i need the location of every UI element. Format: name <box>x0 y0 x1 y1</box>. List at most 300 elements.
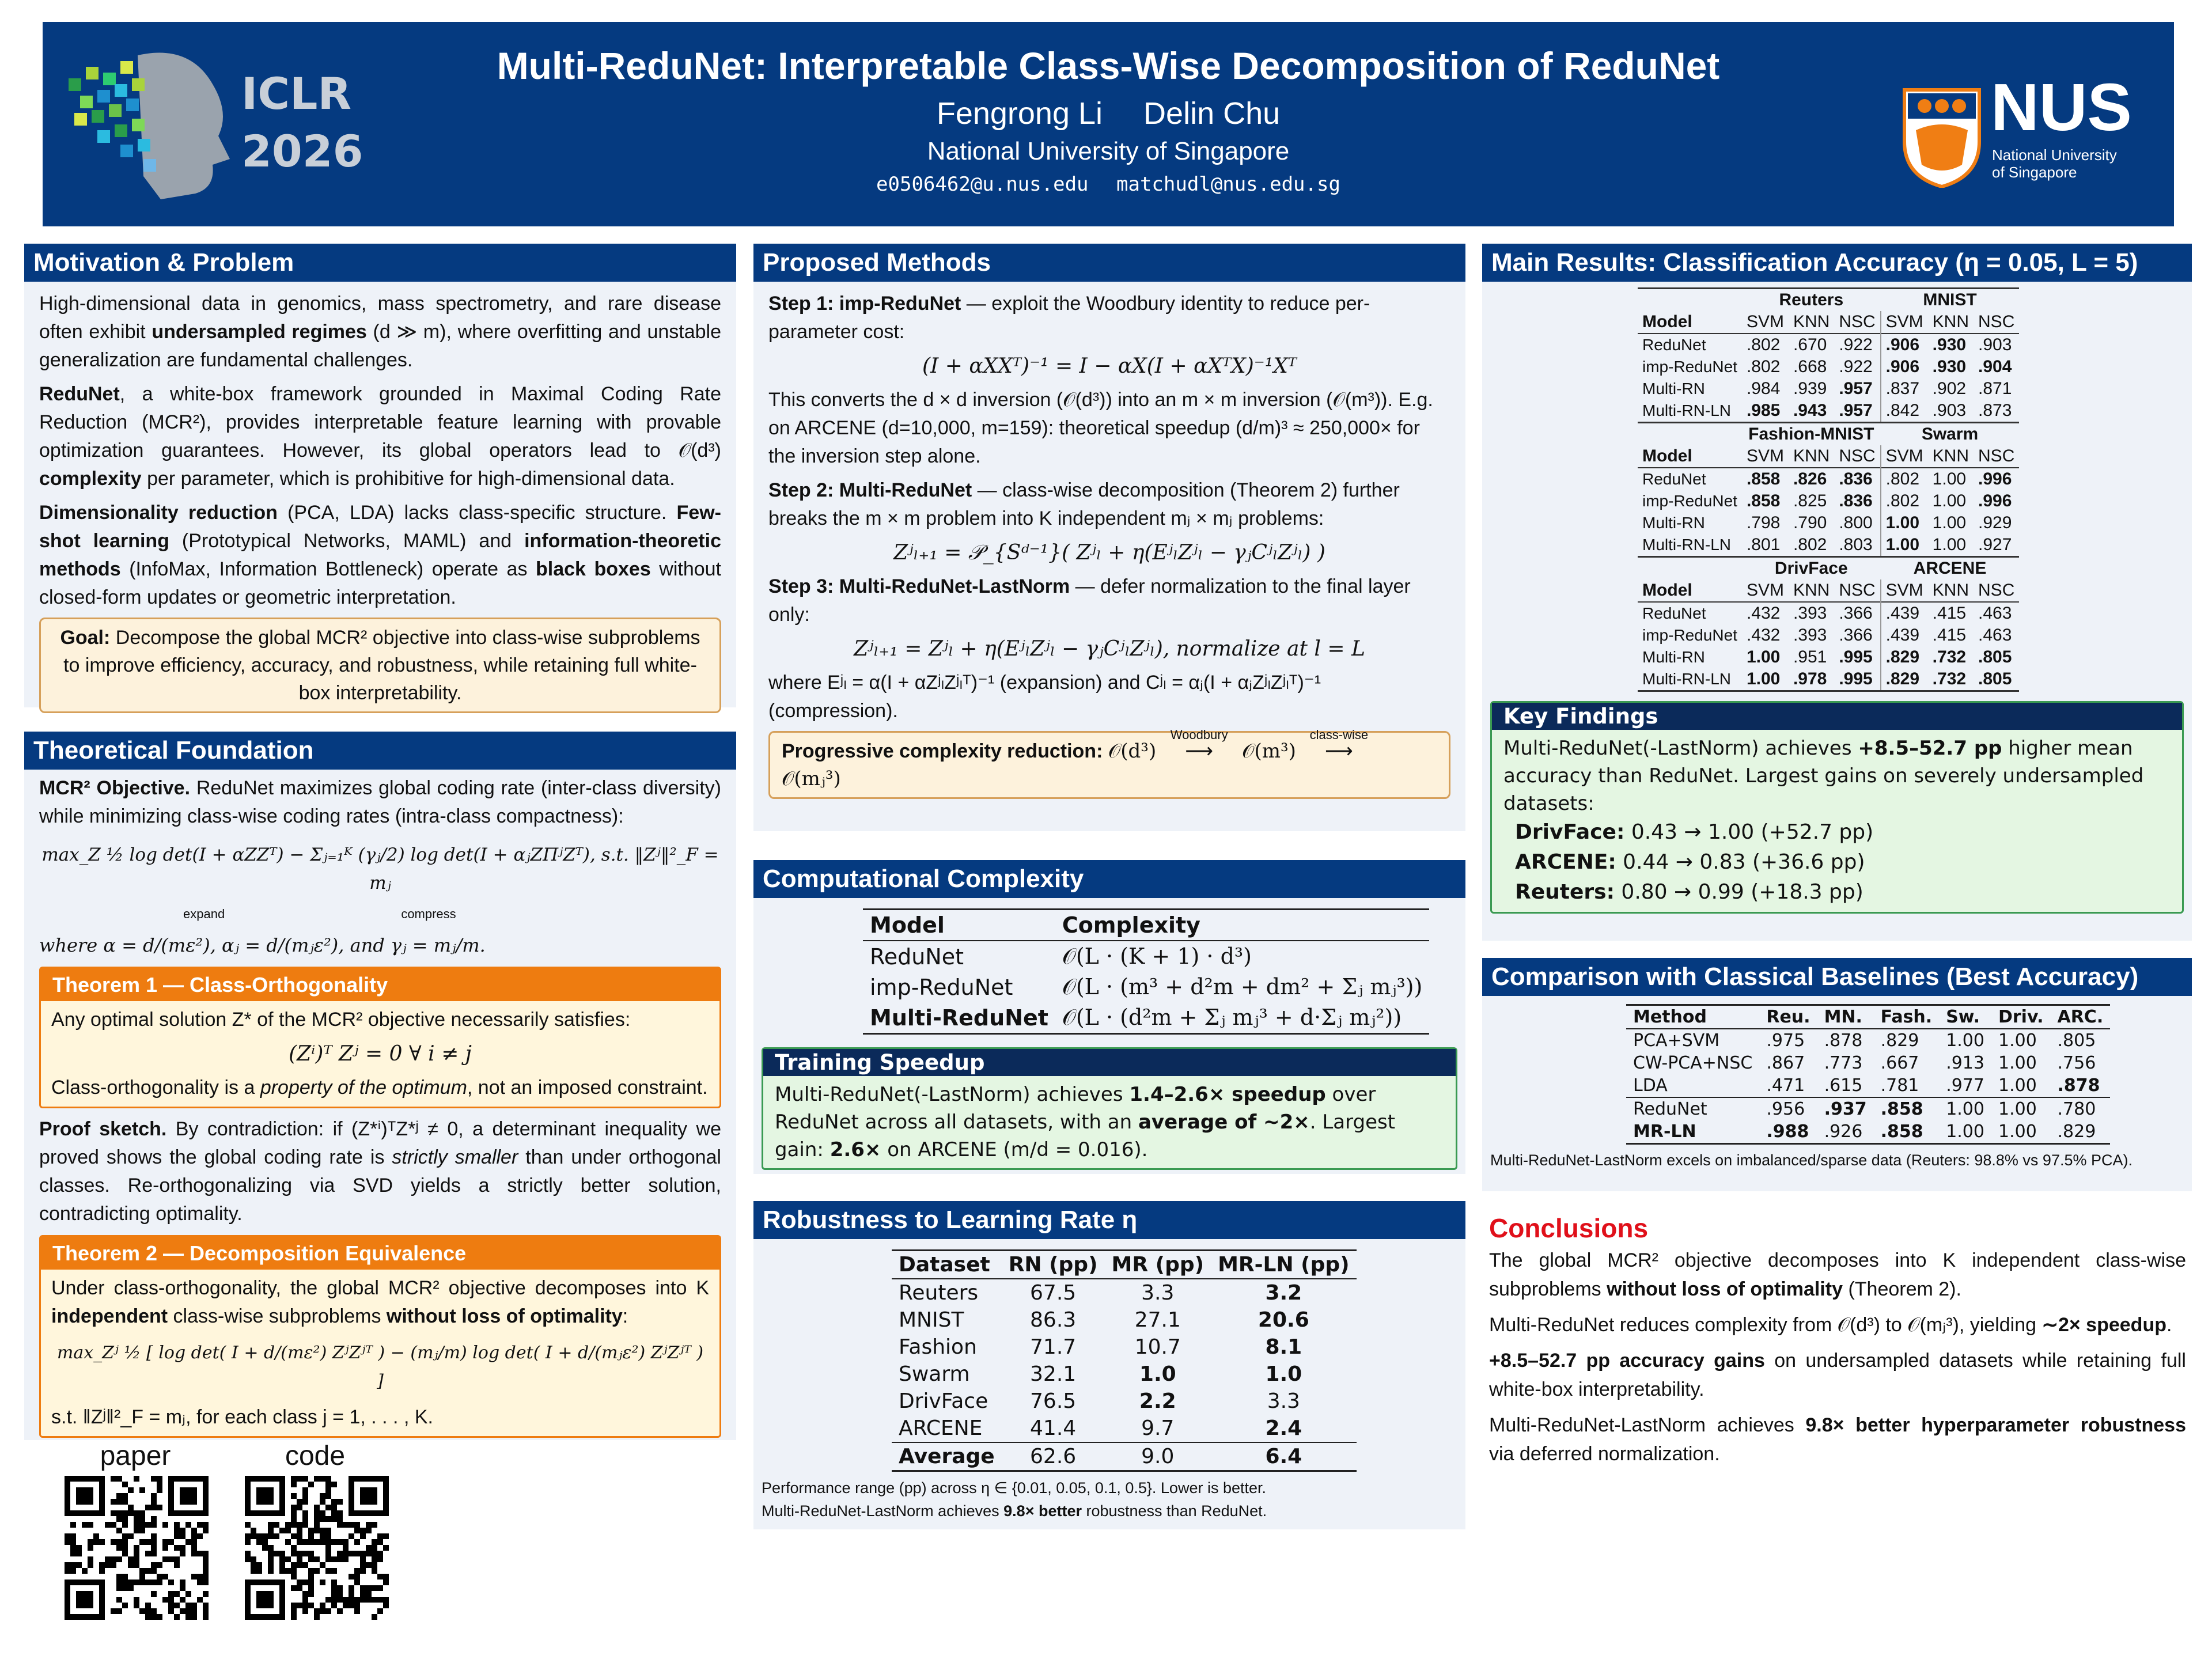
step-1-after: This converts the d × d inversion (𝒪(d³)) into an m × m inversion (𝒪(m³)). E.g. on ARCENE (d=10,000, m=159): theoretical speedup (d/m)³ ≈ 250,000× for the inversion step alone. <box>768 389 1433 467</box>
baseline-value: .773 <box>1824 1053 1863 1073</box>
accuracy-value: .951 <box>1793 647 1827 666</box>
objective-text: MCR² Objective. ReduNet maximizes global coding rate (inter-class diversity) while minimizing class-wise coding rates (intra-class compactness): <box>39 777 722 827</box>
baseline-header: ARC. <box>2057 1007 2104 1027</box>
lastnorm-update: Zʲₗ₊₁ = Zʲₗ + η(EʲₗZʲₗ − γⱼCʲₗZʲₗ), normalize at l = L <box>854 637 1365 661</box>
classifier-header: SVM <box>1881 445 1928 468</box>
accuracy-value: .463 <box>1978 626 2012 645</box>
authors <box>43 96 2174 131</box>
range-value: 2.2 <box>1139 1389 1176 1413</box>
robust-header-dataset: Dataset <box>899 1253 990 1277</box>
methods-body <box>753 282 1465 807</box>
column-header-row <box>1638 579 2019 602</box>
accuracy-value: .393 <box>1793 626 1827 645</box>
model-name: imp-ReduNet <box>1642 358 1737 376</box>
step-3-text: Step 3: Multi-ReduNet-LastNorm — defer normalization to the final layer only: <box>768 575 1411 626</box>
header-row <box>1626 1005 2110 1029</box>
paper-qr-code[interactable] <box>65 1476 209 1620</box>
accuracy-value: .978 <box>1793 669 1827 688</box>
key-findings-title: Key Findings <box>1492 703 2182 730</box>
theorem-1-text: Any optimal solution Z* of the MCR² objective necessarily satisfies: <box>51 1009 631 1031</box>
accuracy-value: .798 <box>1746 513 1781 532</box>
classifier-header: KNN <box>1932 581 1969 600</box>
table-row <box>892 1388 1357 1415</box>
accuracy-value: .842 <box>1881 400 1928 423</box>
finding-item: ARCENE: 0.44 → 0.83 (+36.6 pp) <box>1515 850 1865 874</box>
range-value: 27.1 <box>1134 1308 1181 1332</box>
motivation-p1: High-dimensional data in genomics, mass spectrometry, and rare disease often exhibit undersampled regimes (d ≫ m), where overfitting and unstable generalization are fundamental challenges. <box>39 293 722 371</box>
conclusion-3: +8.5–52.7 pp accuracy gains on undersampled datasets while retaining full white-box interpretability. <box>1489 1350 2186 1400</box>
range-value: 41.4 <box>1030 1416 1077 1440</box>
range-value: 3.3 <box>1267 1389 1300 1413</box>
results-title: Main Results: Classification Accuracy (η = 0.05, L = 5) <box>1482 244 2192 282</box>
conclusion-2: Multi-ReduNet reduces complexity from 𝒪(d³) to 𝒪(mⱼ³), yielding ∼2× speedup. <box>1489 1314 2172 1336</box>
motivation-p2: ReduNet, a white-box framework grounded in Maximal Coding Rate Reduction (MCR²), provides interpretable feature learning with provable optimization guarantees. However, its global operators lead to 𝒪(d³) complexity per parameter, which is prohibitive for high-dimensional data. <box>39 383 721 490</box>
classifier-header: KNN <box>1932 446 1969 465</box>
baseline-value: .805 <box>2057 1031 2096 1051</box>
range-value: 86.3 <box>1030 1308 1077 1332</box>
accuracy-value: .432 <box>1746 604 1781 623</box>
accuracy-value: .939 <box>1793 379 1827 398</box>
group-header-row <box>1638 557 2019 580</box>
baseline-header: MN. <box>1824 1007 1862 1027</box>
accuracy-value: 1.00 <box>1881 512 1928 534</box>
baselines-note: Multi-ReduNet-LastNorm excels on imbalanced/sparse data (Reuters: 98.8% vs 97.5% PCA). <box>1490 1152 2133 1169</box>
range-value: 2.4 <box>1265 1416 1302 1440</box>
range-value: 67.5 <box>1030 1281 1077 1305</box>
model-header: Model <box>1642 312 1692 331</box>
theorem-1-box <box>39 967 721 1108</box>
accuracy-value: .984 <box>1746 379 1781 398</box>
motivation-title: Motivation & Problem <box>24 244 736 282</box>
theorem-2-title: Theorem 2 — Decomposition Equivalence <box>41 1237 719 1270</box>
robustness-note-1: Performance range (pp) across η ∈ {0.01, 0.05, 0.1, 0.5}. Lower is better. <box>762 1479 1267 1497</box>
baseline-value: .937 <box>1824 1099 1867 1119</box>
equation-underbraces: expand compress <box>183 907 456 921</box>
theorem-2-equation: max_Zʲ ½ [ log det( I + d/(mε²) ZʲZʲᵀ ) − (mⱼ/m) log det( I + d/(mⱼε²) ZʲZʲᵀ ) ] <box>56 1343 704 1391</box>
results-table <box>1638 287 2019 692</box>
average-value: 9.0 <box>1141 1445 1175 1468</box>
column-header-row <box>1638 311 2019 334</box>
complexity-header-complexity: Complexity <box>1062 912 1200 938</box>
emails <box>43 173 2174 196</box>
classifier-header: KNN <box>1932 312 1969 331</box>
baseline-value: .867 <box>1766 1053 1805 1073</box>
table-row <box>1638 468 2019 490</box>
baseline-value: 1.00 <box>1998 1053 2037 1073</box>
range-value: 76.5 <box>1030 1389 1077 1413</box>
range-value: 3.2 <box>1265 1281 1302 1305</box>
author-2: Delin Chu <box>1143 96 1281 131</box>
range-value: 1.0 <box>1139 1362 1176 1386</box>
training-speedup-title: Training Speedup <box>763 1049 1456 1076</box>
table-row <box>1638 490 2019 512</box>
complexity-panel <box>753 860 1465 1174</box>
baseline-value: .878 <box>1824 1031 1863 1051</box>
table-row <box>1638 668 2019 691</box>
baseline-value: .615 <box>1824 1075 1863 1096</box>
dataset-name: Fashion <box>899 1335 977 1359</box>
baseline-value: .977 <box>1946 1075 1984 1096</box>
theorem-2-constraint: s.t. ‖Zʲ‖²_F = mⱼ, for each class j = 1, . . . , K. <box>51 1406 433 1428</box>
complexity-header-model: Model <box>870 912 945 938</box>
table-row <box>1638 400 2019 423</box>
model-name: imp-ReduNet <box>1642 492 1737 510</box>
accuracy-value: .829 <box>1881 668 1928 691</box>
baseline-value: .878 <box>2057 1075 2100 1096</box>
range-value: 10.7 <box>1134 1335 1181 1359</box>
accuracy-value: .836 <box>1839 491 1873 510</box>
baseline-value: .780 <box>2057 1099 2096 1119</box>
average-value: 62.6 <box>1030 1445 1077 1468</box>
woodbury-equation: (I + αXXᵀ)⁻¹ = I − αX(I + αXᵀX)⁻¹Xᵀ <box>922 354 1297 378</box>
robustness-note-2: Multi-ReduNet-LastNorm achieves 9.8× better robustness than ReduNet. <box>762 1502 1267 1520</box>
classifier-header: NSC <box>1978 312 2015 331</box>
accuracy-value: .957 <box>1839 401 1873 420</box>
baseline-value: .667 <box>1880 1053 1919 1073</box>
baselines-title: Comparison with Classical Baselines (Best Accuracy) <box>1482 958 2192 996</box>
nus-crest-icon <box>1899 84 1985 188</box>
accuracy-value: .922 <box>1839 357 1873 376</box>
range-value: 32.1 <box>1030 1362 1077 1386</box>
accuracy-value: .904 <box>1978 357 2012 376</box>
theorem-1-note: Class-orthogonality is a property of the optimum, not an imposed constraint. <box>51 1077 708 1099</box>
email-2[interactable]: matchudl@nus.edu.sg <box>1116 173 1340 196</box>
baseline-value: 1.00 <box>1998 1031 2037 1051</box>
baseline-value: .829 <box>2057 1122 2096 1142</box>
baseline-value: 1.00 <box>1998 1122 2037 1142</box>
baseline-value: .829 <box>1880 1031 1919 1051</box>
accuracy-value: .439 <box>1881 602 1928 624</box>
progressive-box: Progressive complexity reduction: 𝒪(d³) Woodbury ⟶ 𝒪(m³) class-wise ⟶ 𝒪(mⱼ³) <box>768 731 1450 799</box>
step-2-text: Step 2: Multi-ReduNet — class-wise decomposition (Theorem 2) further breaks the m × m problem into K independent mⱼ × mⱼ problems: <box>768 479 1400 529</box>
accuracy-value: .943 <box>1793 401 1827 420</box>
poster-title: Multi-ReduNet: Interpretable Class-Wise Decomposition of ReduNet <box>497 44 1720 87</box>
conclusion-4: Multi-ReduNet-LastNorm achieves 9.8× better hyperparameter robustness via deferred normalization. <box>1489 1414 2187 1465</box>
table-row <box>1626 1097 2110 1120</box>
finding-item: DrivFace: 0.43 → 1.00 (+52.7 pp) <box>1515 820 1874 844</box>
training-speedup-box <box>762 1047 1457 1170</box>
accuracy-value: .366 <box>1839 626 1873 645</box>
dataset-group-label: DrivFace <box>1742 557 1881 580</box>
baseline-value: .781 <box>1880 1075 1919 1096</box>
accuracy-value: 1.00 <box>1746 669 1781 688</box>
accuracy-value: .439 <box>1881 624 1928 646</box>
classifier-header: KNN <box>1793 312 1830 331</box>
accuracy-value: .906 <box>1881 334 1928 356</box>
accuracy-value: .996 <box>1978 469 2012 488</box>
baseline-header: Method <box>1633 1007 1707 1027</box>
accuracy-value: .415 <box>1932 604 1967 623</box>
accuracy-value: .802 <box>1881 468 1928 490</box>
theorem-1-equation: (Zⁱ)ᵀ Zʲ = 0 ∀ i ≠ j <box>289 1042 472 1066</box>
nus-wordmark: NUS <box>1991 70 2132 145</box>
email-1[interactable]: e0506462@u.nus.edu <box>876 173 1089 196</box>
dataset-group-label: Fashion-MNIST <box>1742 423 1881 446</box>
complexity-table <box>863 908 1429 1035</box>
baseline-value: .471 <box>1766 1075 1805 1096</box>
column-header-row <box>1638 445 2019 468</box>
motivation-body <box>24 282 736 721</box>
classifier-header: NSC <box>1978 581 2015 600</box>
accuracy-value: .432 <box>1746 626 1781 645</box>
accuracy-value: 1.00 <box>1932 513 1967 532</box>
range-value: 20.6 <box>1257 1308 1309 1332</box>
accuracy-value: .902 <box>1932 379 1967 398</box>
accuracy-value: .801 <box>1746 535 1781 554</box>
methods-panel <box>753 244 1465 831</box>
table-row <box>1638 646 2019 668</box>
accuracy-value: .670 <box>1793 335 1827 354</box>
model-name: ReduNet <box>1642 604 1706 622</box>
accuracy-value: 1.00 <box>1746 647 1781 666</box>
conference-year: 2026 <box>241 126 363 177</box>
accuracy-value: .929 <box>1978 513 2012 532</box>
affiliation: National University of Singapore <box>927 137 1290 165</box>
table-row <box>1626 1074 2110 1097</box>
average-value: 6.4 <box>1265 1445 1302 1468</box>
dataset-name: DrivFace <box>899 1389 988 1413</box>
accuracy-value: .985 <box>1746 401 1781 420</box>
model-name: Multi-RN <box>1642 648 1705 666</box>
accuracy-value: .930 <box>1932 357 1967 376</box>
accuracy-value: .790 <box>1793 513 1827 532</box>
baseline-value: .858 <box>1880 1122 1923 1142</box>
finding-item: Reuters: 0.80 → 0.99 (+18.3 pp) <box>1515 880 1863 904</box>
group-header-row <box>1638 423 2019 446</box>
baseline-header: Sw. <box>1946 1007 1980 1027</box>
baseline-value: .756 <box>2057 1053 2096 1073</box>
accuracy-value: .803 <box>1839 535 1873 554</box>
range-value: 8.1 <box>1265 1335 1302 1359</box>
baseline-value: .956 <box>1766 1099 1805 1119</box>
model-header: Model <box>1642 581 1692 600</box>
table-row <box>892 1415 1357 1442</box>
step-3-after: where Eʲₗ = α(I + αZʲₗZʲₗᵀ)⁻¹ (expansion) and Cʲₗ = αⱼ(I + αⱼZʲₗZʲₗᵀ)⁻¹ (compression). <box>768 672 1321 722</box>
author-1: Fengrong Li <box>936 96 1103 131</box>
accuracy-value: .825 <box>1793 491 1827 510</box>
accuracy-value: .995 <box>1839 647 1873 666</box>
accuracy-value: .927 <box>1978 535 2012 554</box>
nus-fullname-line2: of Singapore <box>1992 164 2077 181</box>
robustness-table <box>892 1249 1357 1472</box>
accuracy-value: .463 <box>1978 604 2012 623</box>
table-row <box>1638 512 2019 534</box>
key-findings-body <box>1492 730 2182 912</box>
theorem-2-text: Under class-orthogonality, the global MCR² objective decomposes into K independent class-wise subproblems without loss of optimality: <box>51 1277 709 1327</box>
accuracy-value: .802 <box>1746 335 1781 354</box>
nus-fullname-line1: National University <box>1992 146 2117 164</box>
key-findings-box <box>1490 701 2184 914</box>
step-1-text: Step 1: imp-ReduNet — exploit the Woodbury identity to reduce per-parameter cost: <box>768 293 1370 343</box>
model-name: Multi-RN <box>1642 380 1705 397</box>
table-row <box>892 1306 1357 1334</box>
accuracy-value: .995 <box>1839 669 1873 688</box>
model-header: Model <box>1642 446 1692 465</box>
range-value: 3.3 <box>1141 1281 1175 1305</box>
robust-header-rn: RN (pp) <box>1008 1253 1098 1277</box>
dataset-name: Swarm <box>899 1362 970 1386</box>
accuracy-value: 1.00 <box>1932 491 1967 510</box>
accuracy-value: 1.00 <box>1881 534 1928 557</box>
key-findings-text: Multi-ReduNet(-LastNorm) achieves +8.5–52.7 pp higher mean accuracy than ReduNet. Largest gains on severely undersampled datasets: <box>1503 737 2144 815</box>
classifier-header: SVM <box>1881 311 1928 334</box>
robust-header-mrln: MR-LN (pp) <box>1218 1253 1350 1277</box>
accuracy-value: .858 <box>1746 491 1781 510</box>
theory-panel <box>24 732 736 1440</box>
accuracy-value: .922 <box>1839 335 1873 354</box>
baseline-header: Reu. <box>1766 1007 1810 1027</box>
classifier-header: NSC <box>1839 312 1876 331</box>
accuracy-value: .871 <box>1978 379 2012 398</box>
group-header-row <box>1638 289 2019 312</box>
accuracy-value: .903 <box>1978 335 2012 354</box>
model-name: ReduNet <box>1642 336 1706 354</box>
baseline-value: 1.00 <box>1946 1031 1984 1051</box>
accuracy-value: .800 <box>1839 513 1873 532</box>
classifier-header: SVM <box>1746 312 1784 331</box>
conclusions-section <box>1489 1213 2186 1475</box>
accuracy-value: .802 <box>1881 490 1928 512</box>
model-name: Multi-RN-LN <box>1642 670 1731 688</box>
conclusion-1: The global MCR² objective decomposes into K independent class-wise subproblems without loss of optimality (Theorem 2). <box>1489 1249 2186 1300</box>
table-row <box>1626 1120 2110 1144</box>
classifier-header: SVM <box>1746 581 1784 600</box>
accuracy-value: .826 <box>1793 469 1827 488</box>
conference-name: ICLR <box>241 68 352 119</box>
robust-header-mr: MR (pp) <box>1111 1253 1205 1277</box>
complexity-title: Computational Complexity <box>753 860 1465 898</box>
poster-header <box>43 22 2174 226</box>
table-row <box>1638 534 2019 557</box>
classifier-header: NSC <box>1978 446 2015 465</box>
accuracy-value: .903 <box>1932 401 1967 420</box>
table-row: ReduNet 𝒪(L · (K + 1) · d³) <box>870 944 1252 969</box>
table-row <box>1626 1029 2110 1052</box>
method-name: CW-PCA+NSC <box>1633 1053 1753 1073</box>
mcr2-equation: max_Z ½ log det(I + αZZᵀ) − Σⱼ₌₁ᴷ (γⱼ/2) log det(I + αⱼZΠʲZᵀ), s.t. ‖Zʲ‖²_F = mⱼ <box>41 844 719 893</box>
qr-paper-label: paper <box>100 1441 171 1471</box>
method-name: MR-LN <box>1633 1122 1696 1142</box>
classifier-header: KNN <box>1793 581 1830 600</box>
table-row: imp-ReduNet 𝒪(L · (m³ + d²m + dm² + Σⱼ mⱼ³)) <box>870 974 1423 1000</box>
classifier-header: NSC <box>1839 446 1876 465</box>
model-name: Multi-RN-LN <box>1642 402 1731 419</box>
accuracy-value: .906 <box>1881 356 1928 378</box>
theory-title: Theoretical Foundation <box>24 732 736 770</box>
range-value: 1.0 <box>1265 1362 1302 1386</box>
table-row <box>1638 624 2019 646</box>
table-row <box>892 1361 1357 1388</box>
table-row <box>892 1334 1357 1361</box>
baseline-header: Fash. <box>1880 1007 1933 1027</box>
accuracy-value: .805 <box>1978 669 2012 688</box>
multi-redunet-update: Zʲₗ₊₁ = 𝒫_{Sᵈ⁻¹}( Zʲₗ + η(EʲₗZʲₗ − γⱼCʲₗZʲₗ) ) <box>893 541 1325 565</box>
training-speedup-text: Multi-ReduNet(-LastNorm) achieves 1.4–2.6× speedup over ReduNet across all datasets, with an average of ∼2×. Largest gain: 2.6× on ARCENE (m/d = 0.016). <box>775 1083 1396 1161</box>
motivation-p3: Dimensionality reduction (PCA, LDA) lacks class-specific structure. Few-shot learning (Prototypical Networks, MAML) and information-theoretic methods (InfoMax, Information Bottleneck) operate as black boxes without closed-form updates or geometric interpretation. <box>39 502 721 608</box>
accuracy-value: .873 <box>1978 401 2012 420</box>
conclusions-title: Conclusions <box>1489 1213 1649 1243</box>
dataset-group-label: ARCENE <box>1881 557 2020 580</box>
classifier-header: KNN <box>1793 446 1830 465</box>
dataset-name: MNIST <box>899 1308 964 1332</box>
table-row <box>1638 378 2019 400</box>
goal-box: Goal: Decompose the global MCR² objective into class-wise subproblems to improve efficiency, accuracy, and robustness, while retaining full white-box interpretability. <box>39 618 721 713</box>
classifier-header: NSC <box>1839 581 1876 600</box>
results-panel <box>1482 244 2192 941</box>
robustness-panel <box>753 1201 1465 1529</box>
accuracy-value: .802 <box>1746 357 1781 376</box>
accuracy-value: .837 <box>1881 378 1928 400</box>
model-name: Multi-RN <box>1642 514 1705 532</box>
table-row <box>892 1279 1357 1306</box>
table-row <box>1638 602 2019 624</box>
dataset-group-label: Reuters <box>1742 289 1881 312</box>
average-value: Average <box>899 1445 995 1468</box>
proof-sketch: Proof sketch. By contradiction: if (Z*ⁱ)ᵀZ*ʲ ≠ 0, a determinant inequality we proved shows the global coding rate is strictly smaller than under orthogonal classes. Re-orthogonalizing via SVD yields a strictly better solution, contradicting optimality. <box>39 1118 721 1225</box>
theorem-2-box <box>39 1235 721 1438</box>
accuracy-value: .858 <box>1746 469 1781 488</box>
accuracy-value: 1.00 <box>1932 535 1967 554</box>
robustness-notes <box>753 1472 1465 1527</box>
dataset-name: ARCENE <box>899 1416 983 1440</box>
dataset-group-label: MNIST <box>1881 289 2020 312</box>
theory-body <box>24 770 736 1453</box>
baselines-panel <box>1482 958 2192 1191</box>
baseline-value: 1.00 <box>1946 1099 1984 1119</box>
motivation-panel <box>24 244 736 707</box>
dataset-group-label: Swarm <box>1881 423 2020 446</box>
model-name: ReduNet <box>1642 470 1706 488</box>
accuracy-value: .996 <box>1978 491 2012 510</box>
accuracy-value: .805 <box>1978 647 2012 666</box>
baseline-value: .926 <box>1824 1122 1863 1142</box>
baseline-value: 1.00 <box>1998 1099 2037 1119</box>
baseline-value: .988 <box>1766 1122 1809 1142</box>
accuracy-value: .802 <box>1793 535 1827 554</box>
accuracy-value: .393 <box>1793 604 1827 623</box>
range-value: 71.7 <box>1030 1335 1077 1359</box>
baseline-value: .858 <box>1880 1099 1923 1119</box>
classifier-header: SVM <box>1746 446 1784 465</box>
accuracy-value: .366 <box>1839 604 1873 623</box>
baselines-table <box>1626 1004 2110 1145</box>
method-name: ReduNet <box>1633 1099 1707 1119</box>
classifier-header: SVM <box>1881 579 1928 602</box>
methods-title: Proposed Methods <box>753 244 1465 282</box>
accuracy-value: .415 <box>1932 626 1967 645</box>
code-qr-code[interactable] <box>245 1476 389 1620</box>
baseline-value: .975 <box>1766 1031 1805 1051</box>
accuracy-value: .668 <box>1793 357 1827 376</box>
qr-code-label: code <box>285 1441 346 1471</box>
accuracy-value: 1.00 <box>1932 469 1967 488</box>
arrow-label-2: class-wise <box>1309 728 1369 742</box>
baseline-value: .913 <box>1946 1053 1984 1073</box>
model-name: imp-ReduNet <box>1642 626 1737 644</box>
accuracy-value: .930 <box>1932 335 1967 354</box>
table-row <box>1626 1052 2110 1074</box>
robustness-title: Robustness to Learning Rate η <box>753 1201 1465 1239</box>
table-row <box>1638 356 2019 378</box>
baseline-value: 1.00 <box>1946 1122 1984 1142</box>
dataset-name: Reuters <box>899 1281 979 1305</box>
baseline-header: Driv. <box>1998 1007 2044 1027</box>
nus-logo <box>1899 70 2132 194</box>
accuracy-value: .957 <box>1839 379 1873 398</box>
baseline-value: 1.00 <box>1998 1075 2037 1096</box>
model-name: Multi-RN-LN <box>1642 536 1731 554</box>
table-row: Multi-ReduNet 𝒪(L · (d²m + Σⱼ mⱼ³ + d·Σⱼ mⱼ²)) <box>863 1002 1429 1034</box>
